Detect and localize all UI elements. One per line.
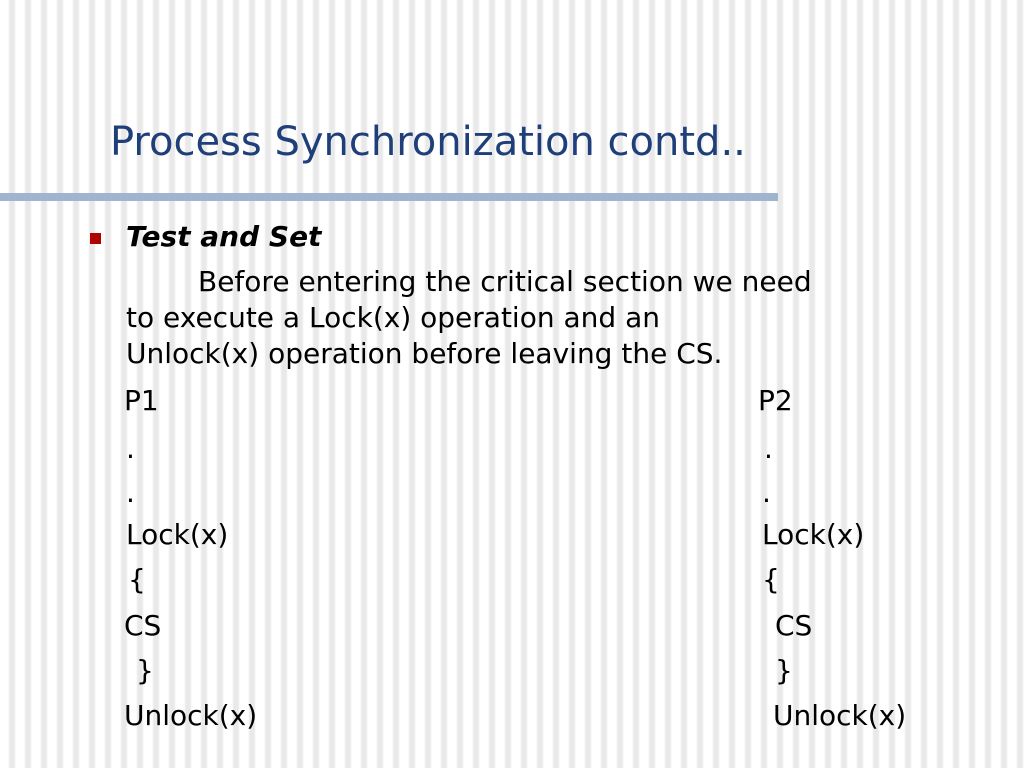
p2-open-brace: { [762,563,780,596]
p1-close-brace: } [136,654,154,687]
p2-ellipsis-dot: . [762,476,771,509]
description-line: to execute a Lock(x) operation and an [126,301,660,334]
description-paragraph [126,264,956,372]
p1-lock-call: Lock(x) [126,518,229,551]
description-line: Before entering the critical section we need [198,265,812,298]
title-divider [0,193,778,201]
bullet-heading: Test and Set [126,220,322,253]
p2-unlock-call: Unlock(x) [773,699,907,732]
p1-label: P1 [124,384,159,417]
p2-critical-section: CS [775,609,813,642]
p1-ellipsis-dot: . [126,476,135,509]
p2-close-brace: } [775,654,793,687]
p1-ellipsis-dot: . [126,432,135,465]
p1-unlock-call: Unlock(x) [124,699,258,732]
bullet-square-icon [90,233,101,244]
description-line: Unlock(x) operation before leaving the CS. [126,337,723,370]
slide-title: Process Synchronization contd.. [110,119,746,165]
p2-lock-call: Lock(x) [762,518,865,551]
p2-label: P2 [758,384,793,417]
p2-ellipsis-dot: . [764,432,773,465]
p1-critical-section: CS [124,609,162,642]
p1-open-brace: { [128,563,146,596]
